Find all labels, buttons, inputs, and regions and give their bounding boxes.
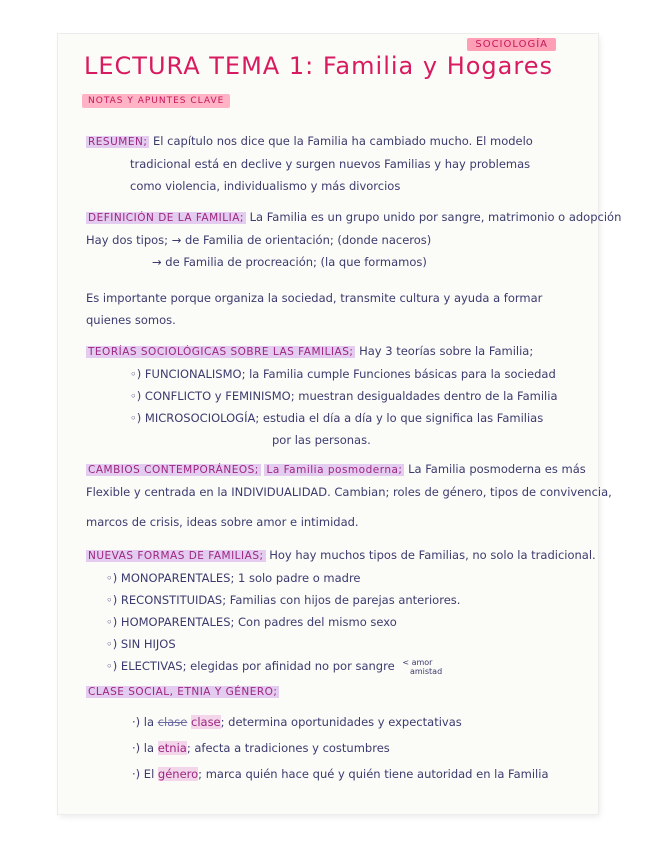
types-intro: Hay dos tipos; [86, 233, 169, 247]
teorias-intro: Hay 3 teorías sobre la Familia; [359, 344, 534, 358]
teorias-label: TEORÍAS SOCIOLÓGICAS SOBRE LAS FAMILIAS; [88, 346, 354, 358]
clase-item-3-rest: ; marca quién hace qué y quién tiene autoridad en la Familia [198, 767, 549, 781]
teorias-section [86, 340, 586, 451]
resumen-line-1: El capítulo nos dice que la Familia ha cambiado mucho. El modelo [153, 134, 533, 148]
page-title: LECTURA TEMA 1: Familia y Hogares [84, 52, 553, 80]
teoria-item-1: ◦) FUNCIONALISMO; la Familia cumple Funciones básicas para la sociedad [130, 367, 556, 381]
definicion-label: DEFINICIÓN DE LA FAMILIA; [88, 212, 244, 224]
type-2: → de Familia de procreación; (la que formamos) [152, 255, 427, 269]
teoria-item-3-cont: por las personas. [272, 433, 371, 447]
clase-item-3-word: género [157, 767, 199, 781]
resumen-label: RESUMEN; [88, 136, 148, 148]
clase-item-2-rest: ; afecta a tradiciones y costumbres [186, 741, 390, 755]
type-1: → de Familia de orientación; (donde naceros) [171, 233, 432, 247]
subtitle-tag: NOTAS Y APUNTES CLAVE [82, 94, 230, 108]
bracket-bottom: amistad [409, 666, 443, 676]
nuevas-item-1: ◦) MONOPARENTALES; 1 solo padre o madre [106, 571, 361, 585]
notebook-page [58, 34, 622, 814]
clase-item-1-strike: clase [157, 715, 188, 729]
clase-item-1-rest: ; determina oportunidades y expectativas [220, 715, 462, 729]
subject-tag: SOCIOLOGÍA [467, 38, 556, 51]
nuevas-label: NUEVAS FORMAS DE FAMILIAS; [88, 550, 264, 562]
clase-item-3-prefix: ·) El [132, 767, 155, 781]
teoria-item-2: ◦) CONFLICTO y FEMINISMO; muestran desigualdades dentro de la Familia [130, 389, 558, 403]
resumen-line-2: tradicional está en declive y surgen nuevos Familias y hay problemas [130, 157, 531, 171]
resumen-section [86, 130, 586, 197]
definicion-section [86, 206, 622, 331]
nuevas-intro: Hoy hay muchos tipos de Familias, no solo la tradicional. [269, 548, 596, 562]
cambios-line-3: marcos de crisis, ideas sobre amor e intimidad. [86, 515, 359, 529]
bracket-top: amor [411, 657, 433, 667]
definicion-text: La Familia es un grupo unido por sangre, matrimonio o adopción [249, 210, 622, 224]
clase-item-2-prefix: ·) la [132, 741, 155, 755]
clase-item-1-word: clase [191, 715, 221, 729]
nuevas-item-3: ◦) HOMOPARENTALES; Con padres del mismo sexo [106, 615, 397, 629]
nuevas-section [86, 544, 596, 677]
importance-line-2: quienes somos. [86, 313, 176, 327]
resumen-line-3: como violencia, individualismo y más divorcios [130, 179, 401, 193]
nuevas-item-4: ◦) SIN HIJOS [106, 637, 176, 651]
cambios-line-2: Flexible y centrada en la INDIVIDUALIDAD. Cambian; roles de género, tipos de convivencia, [86, 485, 612, 499]
cambios-sublabel: La Familia posmoderna; [266, 464, 403, 476]
bracket-note: < amor amistad [402, 657, 443, 676]
cambios-line-1: La Familia posmoderna es más [408, 462, 586, 476]
clase-section [86, 680, 586, 785]
nuevas-item-5: ◦) ELECTIVAS; elegidas por afinidad no por sangre [106, 659, 395, 673]
teoria-item-3: ◦) MICROSOCIOLOGÍA; estudia el día a día y lo que significa las Familias [130, 411, 544, 425]
cambios-section [86, 458, 612, 533]
clase-item-1-prefix: ·) la [132, 715, 155, 729]
importance-line-1: Es importante porque organiza la sociedad, transmite cultura y ayuda a formar [86, 291, 543, 305]
nuevas-item-2: ◦) RECONSTITUIDAS; Familias con hijos de parejas anteriores. [106, 593, 461, 607]
cambios-label: CAMBIOS CONTEMPORÁNEOS; [88, 464, 259, 476]
clase-label: CLASE SOCIAL, ETNIA Y GÉNERO; [88, 686, 278, 698]
clase-item-2-word: etnia [157, 741, 187, 755]
